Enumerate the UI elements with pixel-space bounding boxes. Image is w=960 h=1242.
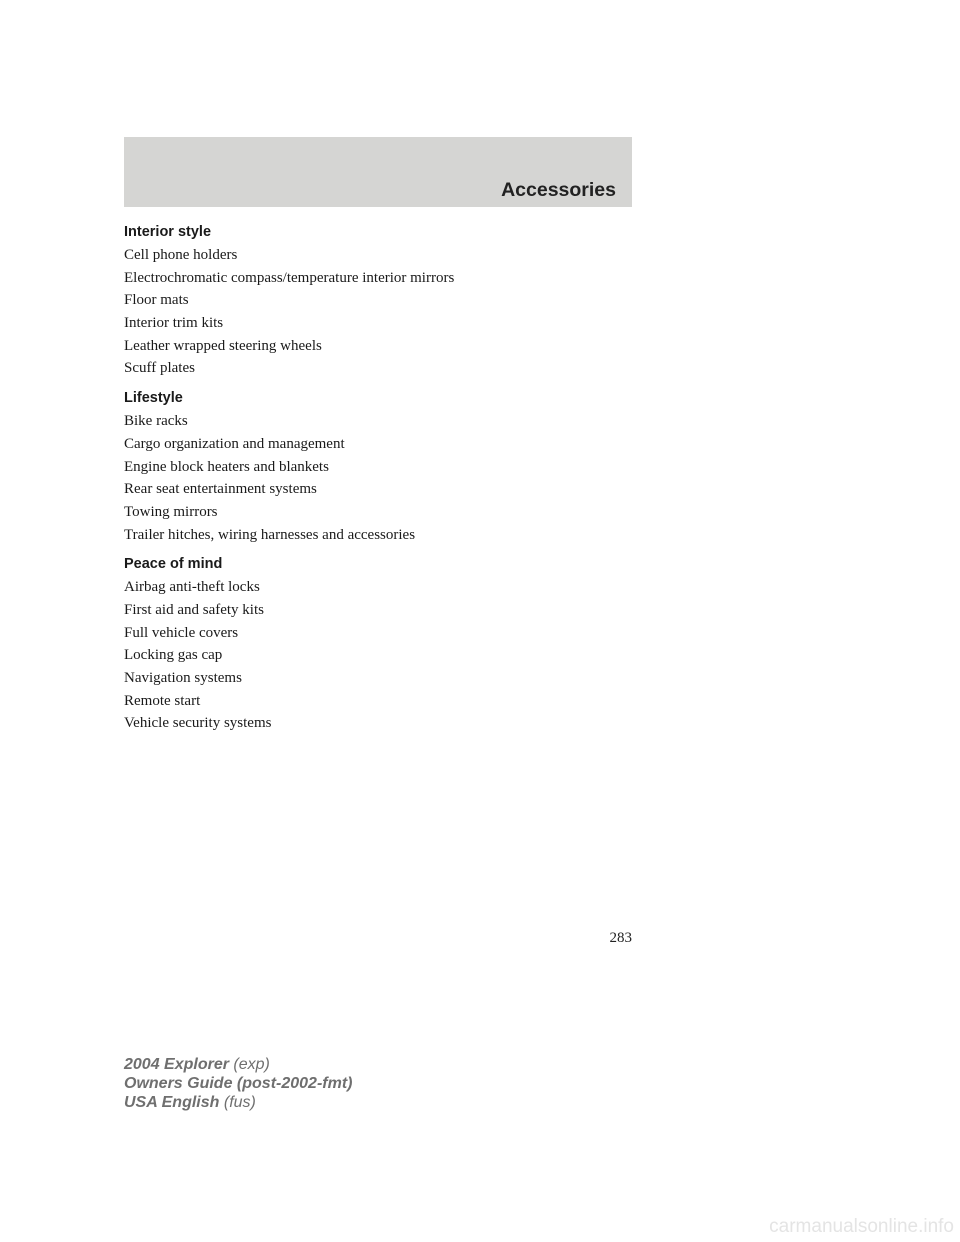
list-item: First aid and safety kits xyxy=(124,601,264,618)
footer-guide: Owners Guide (post-2002-fmt) xyxy=(124,1075,353,1092)
footer-model: 2004 Explorer xyxy=(124,1056,229,1073)
section-interior-style xyxy=(124,221,632,380)
list-item: Vehicle security systems xyxy=(124,715,272,732)
section-title: Accessories xyxy=(501,179,616,201)
section-heading: Peace of mind xyxy=(124,556,223,573)
footer-line-language xyxy=(124,1093,352,1112)
section-lifestyle xyxy=(124,387,632,546)
list-item: Full vehicle covers xyxy=(124,624,239,641)
list-item: Engine block heaters and blankets xyxy=(124,458,329,475)
footer-line-model xyxy=(124,1055,352,1074)
list-item: Cell phone holders xyxy=(124,247,238,263)
list-item: Towing mirrors xyxy=(124,503,218,520)
section-heading: Interior style xyxy=(124,224,212,240)
accessory-list xyxy=(124,244,632,380)
accessory-list xyxy=(124,410,632,546)
document-footer xyxy=(124,1055,352,1112)
list-item: Bike racks xyxy=(124,413,188,430)
footer-model-code: (exp) xyxy=(228,1056,270,1073)
section-heading: Lifestyle xyxy=(124,390,183,407)
footer-line-guide xyxy=(124,1074,352,1093)
list-item: Rear seat entertainment systems xyxy=(124,481,317,498)
list-item: Interior trim kits xyxy=(124,315,224,332)
section-header-band xyxy=(124,137,632,207)
list-item: Electrochromatic compass/temperature interior mirrors xyxy=(124,269,455,286)
list-item: Leather wrapped steering wheels xyxy=(124,337,322,354)
accessory-list xyxy=(124,576,632,735)
list-item: Airbag anti-theft locks xyxy=(124,579,260,596)
accessories-content xyxy=(124,221,632,735)
list-item: Floor mats xyxy=(124,292,189,309)
list-item: Trailer hitches, wiring harnesses and accessories xyxy=(124,526,416,543)
footer-language-code: (fus) xyxy=(219,1094,256,1111)
section-peace-of-mind xyxy=(124,553,632,735)
list-item: Locking gas cap xyxy=(124,647,223,664)
list-item: Cargo organization and management xyxy=(124,435,345,452)
site-watermark: carmanualsonline.info xyxy=(769,1216,954,1237)
list-item: Remote start xyxy=(124,692,201,709)
footer-language: USA English xyxy=(124,1094,220,1111)
list-item: Scuff plates xyxy=(124,360,195,377)
page-number: 283 xyxy=(609,930,632,946)
list-item: Navigation systems xyxy=(124,670,242,686)
